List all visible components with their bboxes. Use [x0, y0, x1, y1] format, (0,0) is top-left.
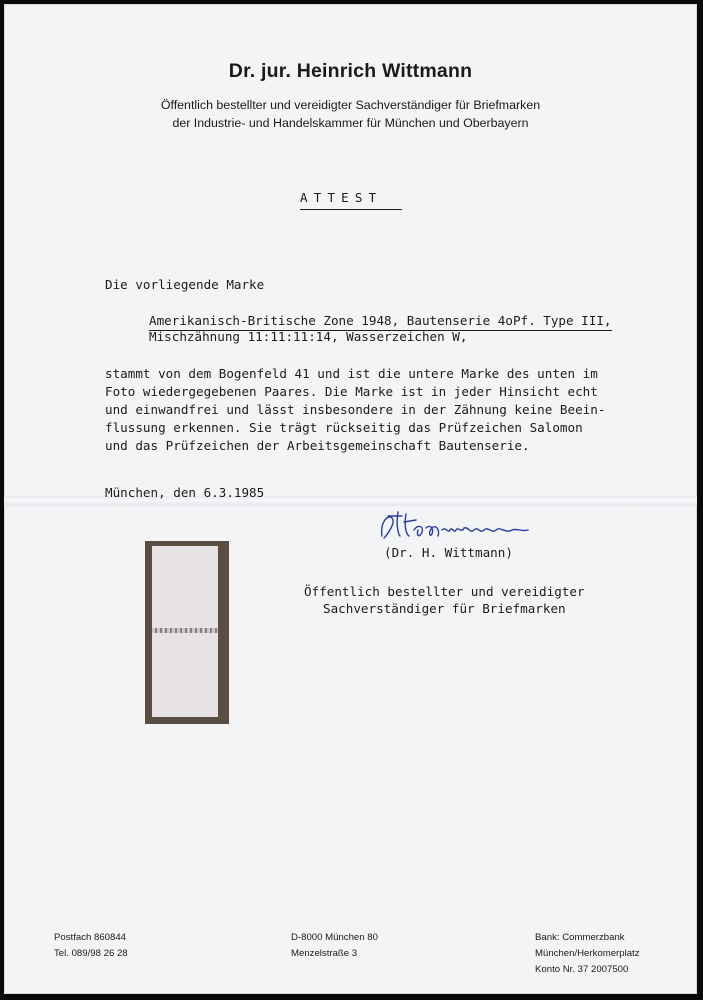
footer-phone: Tel. 089/98 26 28 — [54, 948, 128, 960]
footer-address — [291, 930, 378, 962]
footer-contact — [54, 930, 128, 962]
body-line-3: und einwandfrei und lässt insbesondere in der Zähnung keine Beein- — [105, 402, 606, 417]
body-line-1: stammt von dem Bogenfeld 41 und ist die untere Marke des unten im — [105, 366, 598, 381]
letterhead-line-2: der Industrie- und Handelskammer für München und Oberbayern — [172, 116, 529, 130]
body-line-4: flussung erkennen. Sie trägt rückseitig das Prüfzeichen Salomon — [105, 420, 583, 435]
footer-po-box: Postfach 860844 — [54, 932, 127, 943]
document-title: ATTEST — [300, 190, 402, 210]
handwritten-signature — [376, 508, 546, 548]
stamp-description-line-1: Amerikanisch-Britische Zone 1948, Bautenserie 4oPf. Type III, — [149, 313, 612, 331]
signer-name: (Dr. H. Wittmann) — [384, 545, 513, 560]
intro-text: Die vorliegende Marke — [105, 277, 265, 292]
expert-title-line-2: Sachverständiger für Briefmarken — [323, 601, 566, 616]
letterhead-name: Dr. jur. Heinrich Wittmann — [228, 60, 473, 82]
body-line-5: und das Prüfzeichen der Arbeitsgemeinschaft Bautenserie. — [105, 438, 530, 453]
lower-stamp — [152, 633, 218, 717]
footer-account: Konto Nr. 37 2007500 — [535, 964, 629, 976]
certificate-page — [4, 4, 697, 994]
upper-stamp — [152, 546, 218, 628]
letterhead-line-1: Öffentlich bestellter und vereidigter Sachverständiger für Briefmarken — [160, 98, 541, 112]
footer-bank-name: Bank: Commerzbank — [535, 932, 625, 943]
footer-bank — [535, 930, 640, 979]
footer-street: Menzelstraße 3 — [291, 948, 358, 960]
body-line-2: Foto wiedergegebenen Paares. Die Marke ist in jeder Hinsicht echt — [105, 384, 598, 399]
footer-bank-branch: München/Herkomerplatz — [535, 948, 640, 960]
footer-city: D-8000 München 80 — [291, 932, 378, 943]
stamp-description-line-2: Mischzähnung 11:11:11:14, Wasserzeichen W, — [149, 329, 468, 344]
expert-title-line-1: Öffentlich bestellter und vereidigter — [304, 584, 585, 599]
date-line: München, den 6.3.1985 — [105, 485, 265, 500]
stamp-pair-photo — [145, 541, 229, 724]
